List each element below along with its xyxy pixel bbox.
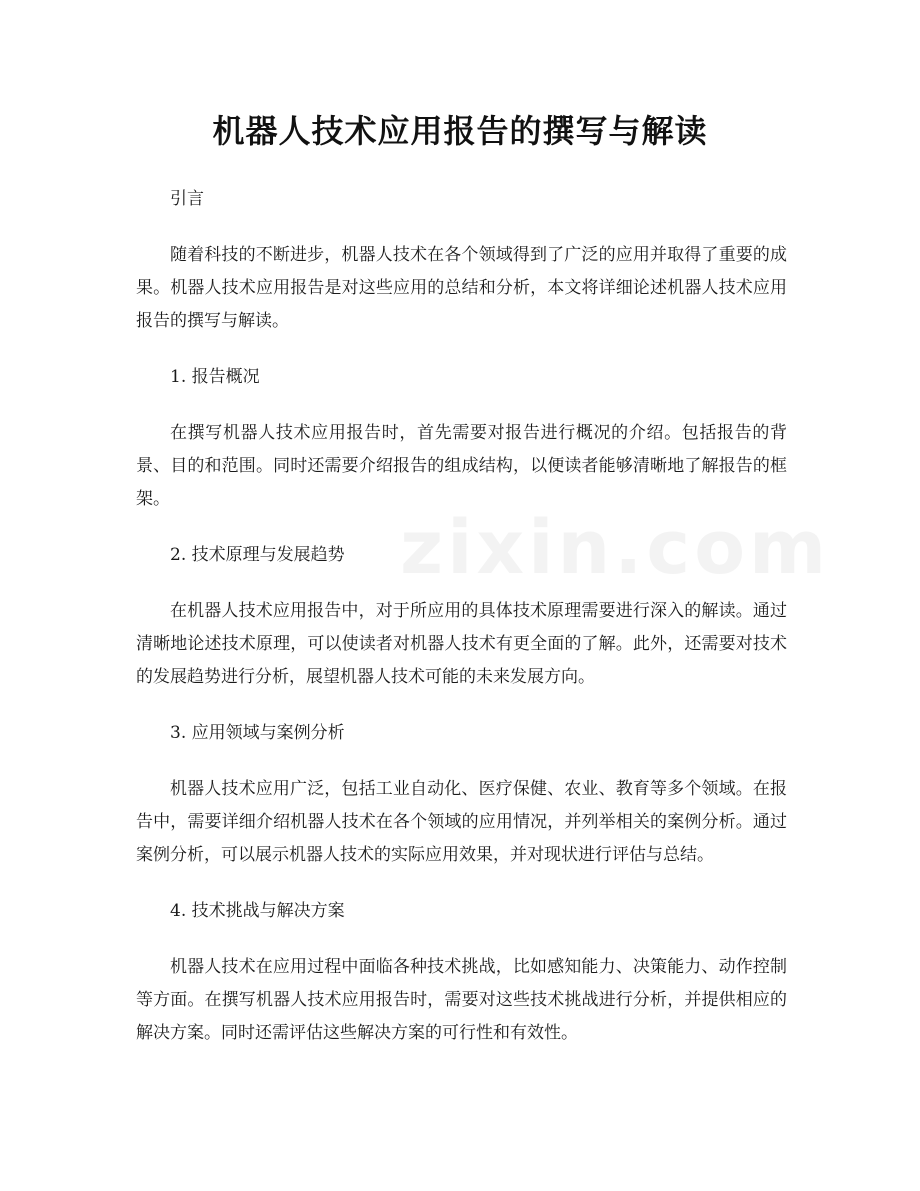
section-paragraph-intro: 随着科技的不断进步，机器人技术在各个领域得到了广泛的应用并取得了重要的成果。机器人技术应用报告是对这些应用的总结和分析，本文将详细论述机器人技术应用报告的撰写与解读。 bbox=[136, 245, 787, 331]
section-paragraph-overview: 在撰写机器人技术应用报告时，首先需要对报告进行概况的介绍。包括报告的背景、目的和范围。同时还需要介绍报告的组成结构，以便读者能够清晰地了解报告的框架。 bbox=[136, 423, 787, 509]
section-heading-challenges: 4. 技术挑战与解决方案 bbox=[170, 901, 345, 921]
watermark: zixin.com bbox=[400, 505, 831, 591]
section-heading-overview: 1. 报告概况 bbox=[170, 367, 260, 387]
section-paragraph-applications: 机器人技术应用广泛，包括工业自动化、医疗保健、农业、教育等多个领域。在报告中，需要详细介绍机器人技术在各个领域的应用情况，并列举相关的案例分析。通过案例分析，可以展示机器人技术的实际应用效果，并对现状进行评估与总结。 bbox=[136, 779, 787, 865]
section-paragraph-principles: 在机器人技术应用报告中，对于所应用的具体技术原理需要进行深入的解读。通过清晰地论述技术原理，可以使读者对机器人技术有更全面的了解。此外，还需要对技术的发展趋势进行分析，展望机器人技术可能的未来发展方向。 bbox=[136, 601, 787, 687]
section-paragraph-challenges: 机器人技术在应用过程中面临各种技术挑战，比如感知能力、决策能力、动作控制等方面。在撰写机器人技术应用报告时，需要对这些技术挑战进行分析，并提供相应的解决方案。同时还需评估这些解决方案的可行性和有效性。 bbox=[136, 957, 787, 1043]
section-heading-principles: 2. 技术原理与发展趋势 bbox=[170, 545, 345, 565]
section-heading-intro: 引言 bbox=[170, 189, 204, 209]
document-body bbox=[136, 183, 787, 1073]
section-heading-applications: 3. 应用领域与案例分析 bbox=[170, 723, 345, 743]
document-title: 机器人技术应用报告的撰写与解读 bbox=[212, 112, 708, 150]
